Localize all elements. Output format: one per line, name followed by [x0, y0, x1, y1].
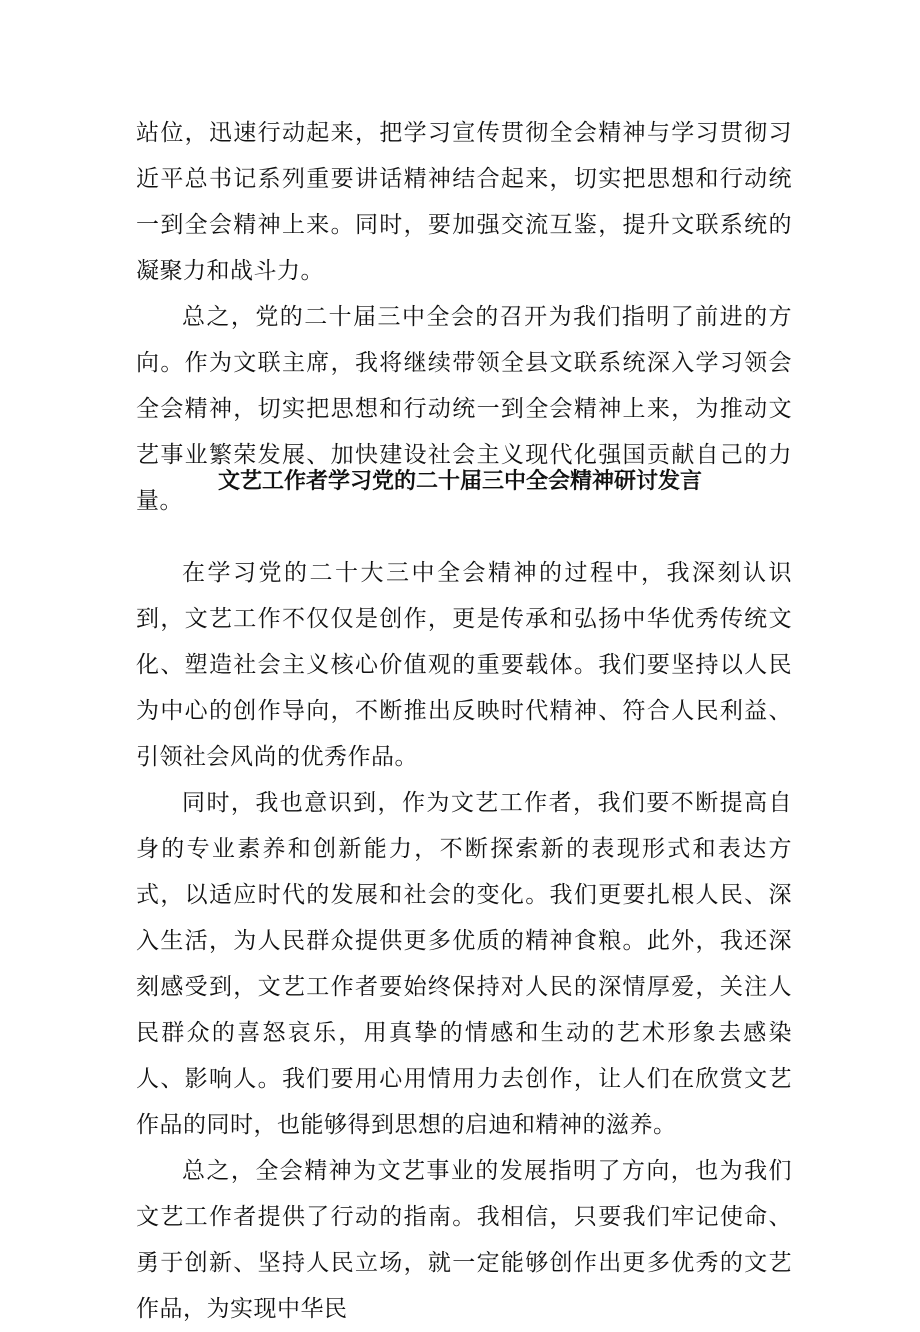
paragraph: 在学习党的二十大三中全会精神的过程中，我深刻认识到，文艺工作不仅仅是创作，更是传承和弘扬中华优秀传统文化、塑造社会主义核心价值观的重要载体。我们要坚持以人民为中心的创作导向，不断推出反映时代精神、符合人民利益、引领社会风尚的优秀作品。 — [136, 560, 792, 770]
paragraph: 站位，迅速行动起来，把学习宣传贯彻全会精神与学习贯彻习近平总书记系列重要讲话精神结合起来，切实把思想和行动统一到全会精神上来。同时，要加强交流互鉴，提升文联系统的凝聚力和战斗力。 — [136, 120, 792, 284]
paragraph: 总之，党的二十届三中全会的召开为我们指明了前进的方向。作为文联主席，我将继续带领全县文联系统深入学习领会全会精神，切实把思想和行动统一到全会精神上来，为推动文艺事业繁荣发展、加快建设社会主义现代化强国贡献自己的力量。 — [136, 304, 792, 514]
paragraph: 同时，我也意识到，作为文艺工作者，我们要不断提高自身的专业素养和创新能力，不断探索新的表现形式和表达方式，以适应时代的发展和社会的变化。我们更要扎根人民、深入生活，为人民群众提供更多优质的精神食粮。此外，我还深刻感受到，文艺工作者要始终保持对人民的深情厚爱，关注人民群众的喜怒哀乐，用真挚的情感和生动的艺术形象去感染人、影响人。我们要用心用情用力去创作，让人们在欣赏文艺作品的同时，也能够得到思想的启迪和精神的滋养。 — [136, 790, 792, 1138]
paragraph: 总之，全会精神为文艺事业的发展指明了方向，也为我们文艺工作者提供了行动的指南。我相信，只要我们牢记使命、勇于创新、坚持人民立场，就一定能够创作出更多优秀的文艺作品，为实现中华民 — [136, 1158, 792, 1322]
section-title: 文艺工作者学习党的二十届三中全会精神研讨发言 — [217, 469, 702, 494]
section-body — [136, 550, 792, 1332]
